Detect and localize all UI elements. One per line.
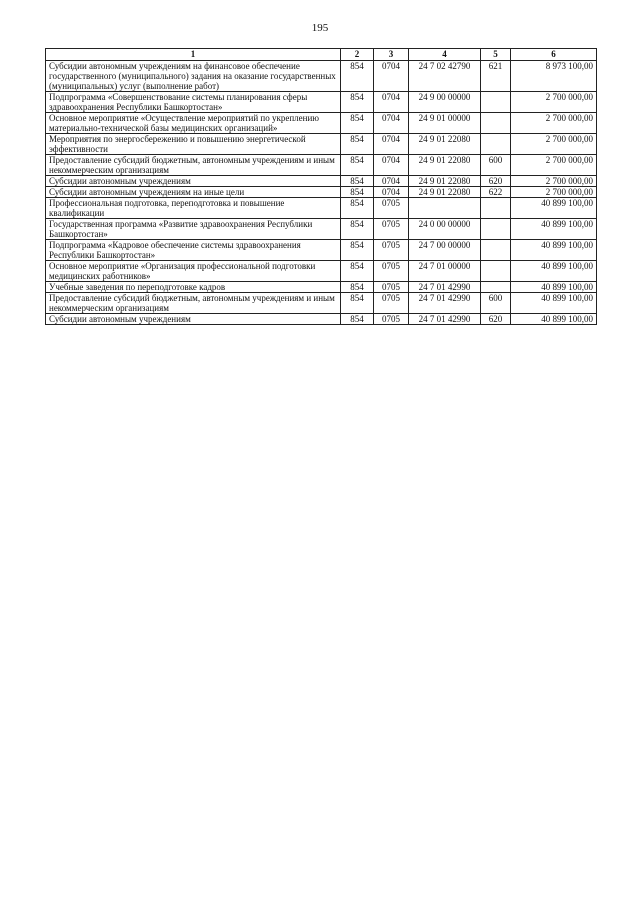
expense-type-cell	[481, 261, 511, 282]
expense-type-cell: 621	[481, 61, 511, 92]
table-row	[46, 187, 597, 198]
expense-type-cell	[481, 92, 511, 113]
table-row	[46, 240, 597, 261]
target-article-cell: 24 7 01 42990	[409, 293, 481, 314]
expense-type-cell: 600	[481, 293, 511, 314]
department-code-cell: 854	[341, 176, 374, 187]
department-code-cell: 854	[341, 198, 374, 219]
amount-cell: 40 899 100,00	[511, 314, 597, 325]
column-header-1: 1	[46, 49, 341, 61]
expense-type-cell	[481, 282, 511, 293]
item-name-cell: Субсидии автономным учреждениям	[46, 314, 341, 325]
expense-type-cell	[481, 240, 511, 261]
expense-type-cell	[481, 134, 511, 155]
amount-cell: 40 899 100,00	[511, 219, 597, 240]
department-code-cell: 854	[341, 113, 374, 134]
section-code-cell: 0705	[374, 293, 409, 314]
amount-cell: 40 899 100,00	[511, 282, 597, 293]
page-number: 195	[311, 22, 329, 34]
table-row	[46, 219, 597, 240]
item-name-cell: Субсидии автономным учреждениям на иные цели	[46, 187, 341, 198]
amount-cell: 2 700 000,00	[511, 187, 597, 198]
amount-cell: 2 700 000,00	[511, 113, 597, 134]
item-name-cell: Основное мероприятие «Осуществление мероприятий по укреплению материально-технической базы медицинских организаций»	[46, 113, 341, 134]
expense-type-cell: 620	[481, 314, 511, 325]
department-code-cell: 854	[341, 314, 374, 325]
item-name-cell: Субсидии автономным учреждениям	[46, 176, 341, 187]
amount-cell: 2 700 000,00	[511, 155, 597, 176]
expense-type-cell	[481, 219, 511, 240]
column-header-2: 2	[341, 49, 374, 61]
item-name-cell: Предоставление субсидий бюджетным, автономным учреждениям и иным некоммерческим организациям	[46, 293, 341, 314]
table-row	[46, 293, 597, 314]
target-article-cell: 24 9 01 22080	[409, 187, 481, 198]
column-header-5: 5	[481, 49, 511, 61]
table-row	[46, 176, 597, 187]
table-row	[46, 92, 597, 113]
table-row	[46, 113, 597, 134]
target-article-cell: 24 9 01 22080	[409, 176, 481, 187]
item-name-cell: Мероприятия по энергосбережению и повышению энергетической эффективности	[46, 134, 341, 155]
amount-cell: 40 899 100,00	[511, 198, 597, 219]
department-code-cell: 854	[341, 61, 374, 92]
table-row	[46, 155, 597, 176]
section-code-cell: 0704	[374, 187, 409, 198]
expense-type-cell	[481, 113, 511, 134]
target-article-cell: 24 9 00 00000	[409, 92, 481, 113]
section-code-cell: 0704	[374, 155, 409, 176]
item-name-cell: Подпрограмма «Кадровое обеспечение системы здравоохранения Республики Башкортостан»	[46, 240, 341, 261]
expense-type-cell: 600	[481, 155, 511, 176]
expense-type-cell: 620	[481, 176, 511, 187]
amount-cell: 40 899 100,00	[511, 293, 597, 314]
item-name-cell: Профессиональная подготовка, переподготовка и повышение квалификации	[46, 198, 341, 219]
department-code-cell: 854	[341, 282, 374, 293]
target-article-cell: 24 9 01 00000	[409, 113, 481, 134]
item-name-cell: Учебные заведения по переподготовке кадров	[46, 282, 341, 293]
department-code-cell: 854	[341, 187, 374, 198]
section-code-cell: 0704	[374, 134, 409, 155]
target-article-cell	[409, 198, 481, 219]
section-code-cell: 0704	[374, 61, 409, 92]
table-row	[46, 314, 597, 325]
department-code-cell: 854	[341, 155, 374, 176]
amount-cell: 40 899 100,00	[511, 240, 597, 261]
section-code-cell: 0705	[374, 240, 409, 261]
department-code-cell: 854	[341, 240, 374, 261]
target-article-cell: 24 7 02 42790	[409, 61, 481, 92]
target-article-cell: 24 9 01 22080	[409, 155, 481, 176]
target-article-cell: 24 9 01 22080	[409, 134, 481, 155]
amount-cell: 2 700 000,00	[511, 92, 597, 113]
table-row	[46, 261, 597, 282]
table-row	[46, 134, 597, 155]
column-header-4: 4	[409, 49, 481, 61]
table-header-row	[46, 49, 597, 61]
table-row	[46, 198, 597, 219]
department-code-cell: 854	[341, 134, 374, 155]
item-name-cell: Субсидии автономным учреждениям на финансовое обеспечение государственного (муниципального) задания на оказание государственных (муниципальных) услуг (выполнение работ)	[46, 61, 341, 92]
department-code-cell: 854	[341, 92, 374, 113]
item-name-cell: Подпрограмма «Совершенствование системы планирования сферы здравоохранения Республики Башкортостан»	[46, 92, 341, 113]
section-code-cell: 0705	[374, 282, 409, 293]
amount-cell: 8 973 100,00	[511, 61, 597, 92]
section-code-cell: 0705	[374, 261, 409, 282]
expense-type-cell: 622	[481, 187, 511, 198]
section-code-cell: 0705	[374, 198, 409, 219]
department-code-cell: 854	[341, 219, 374, 240]
target-article-cell: 24 7 01 42990	[409, 314, 481, 325]
column-header-6: 6	[511, 49, 597, 61]
target-article-cell: 24 0 00 00000	[409, 219, 481, 240]
section-code-cell: 0704	[374, 176, 409, 187]
department-code-cell: 854	[341, 293, 374, 314]
target-article-cell: 24 7 01 00000	[409, 261, 481, 282]
item-name-cell: Основное мероприятие «Организация профессиональной подготовки медицинских работников»	[46, 261, 341, 282]
target-article-cell: 24 7 01 42990	[409, 282, 481, 293]
target-article-cell: 24 7 00 00000	[409, 240, 481, 261]
table-row	[46, 61, 597, 92]
section-code-cell: 0704	[374, 92, 409, 113]
section-code-cell: 0705	[374, 219, 409, 240]
department-code-cell: 854	[341, 261, 374, 282]
table-body	[46, 61, 597, 325]
item-name-cell: Предоставление субсидий бюджетным, автономным учреждениям и иным некоммерческим организациям	[46, 155, 341, 176]
table-row	[46, 282, 597, 293]
expense-type-cell	[481, 198, 511, 219]
column-header-3: 3	[374, 49, 409, 61]
item-name-cell: Государственная программа «Развитие здравоохранения Республики Башкортостан»	[46, 219, 341, 240]
amount-cell: 40 899 100,00	[511, 261, 597, 282]
budget-table	[45, 48, 597, 325]
amount-cell: 2 700 000,00	[511, 176, 597, 187]
section-code-cell: 0705	[374, 314, 409, 325]
amount-cell: 2 700 000,00	[511, 134, 597, 155]
section-code-cell: 0704	[374, 113, 409, 134]
